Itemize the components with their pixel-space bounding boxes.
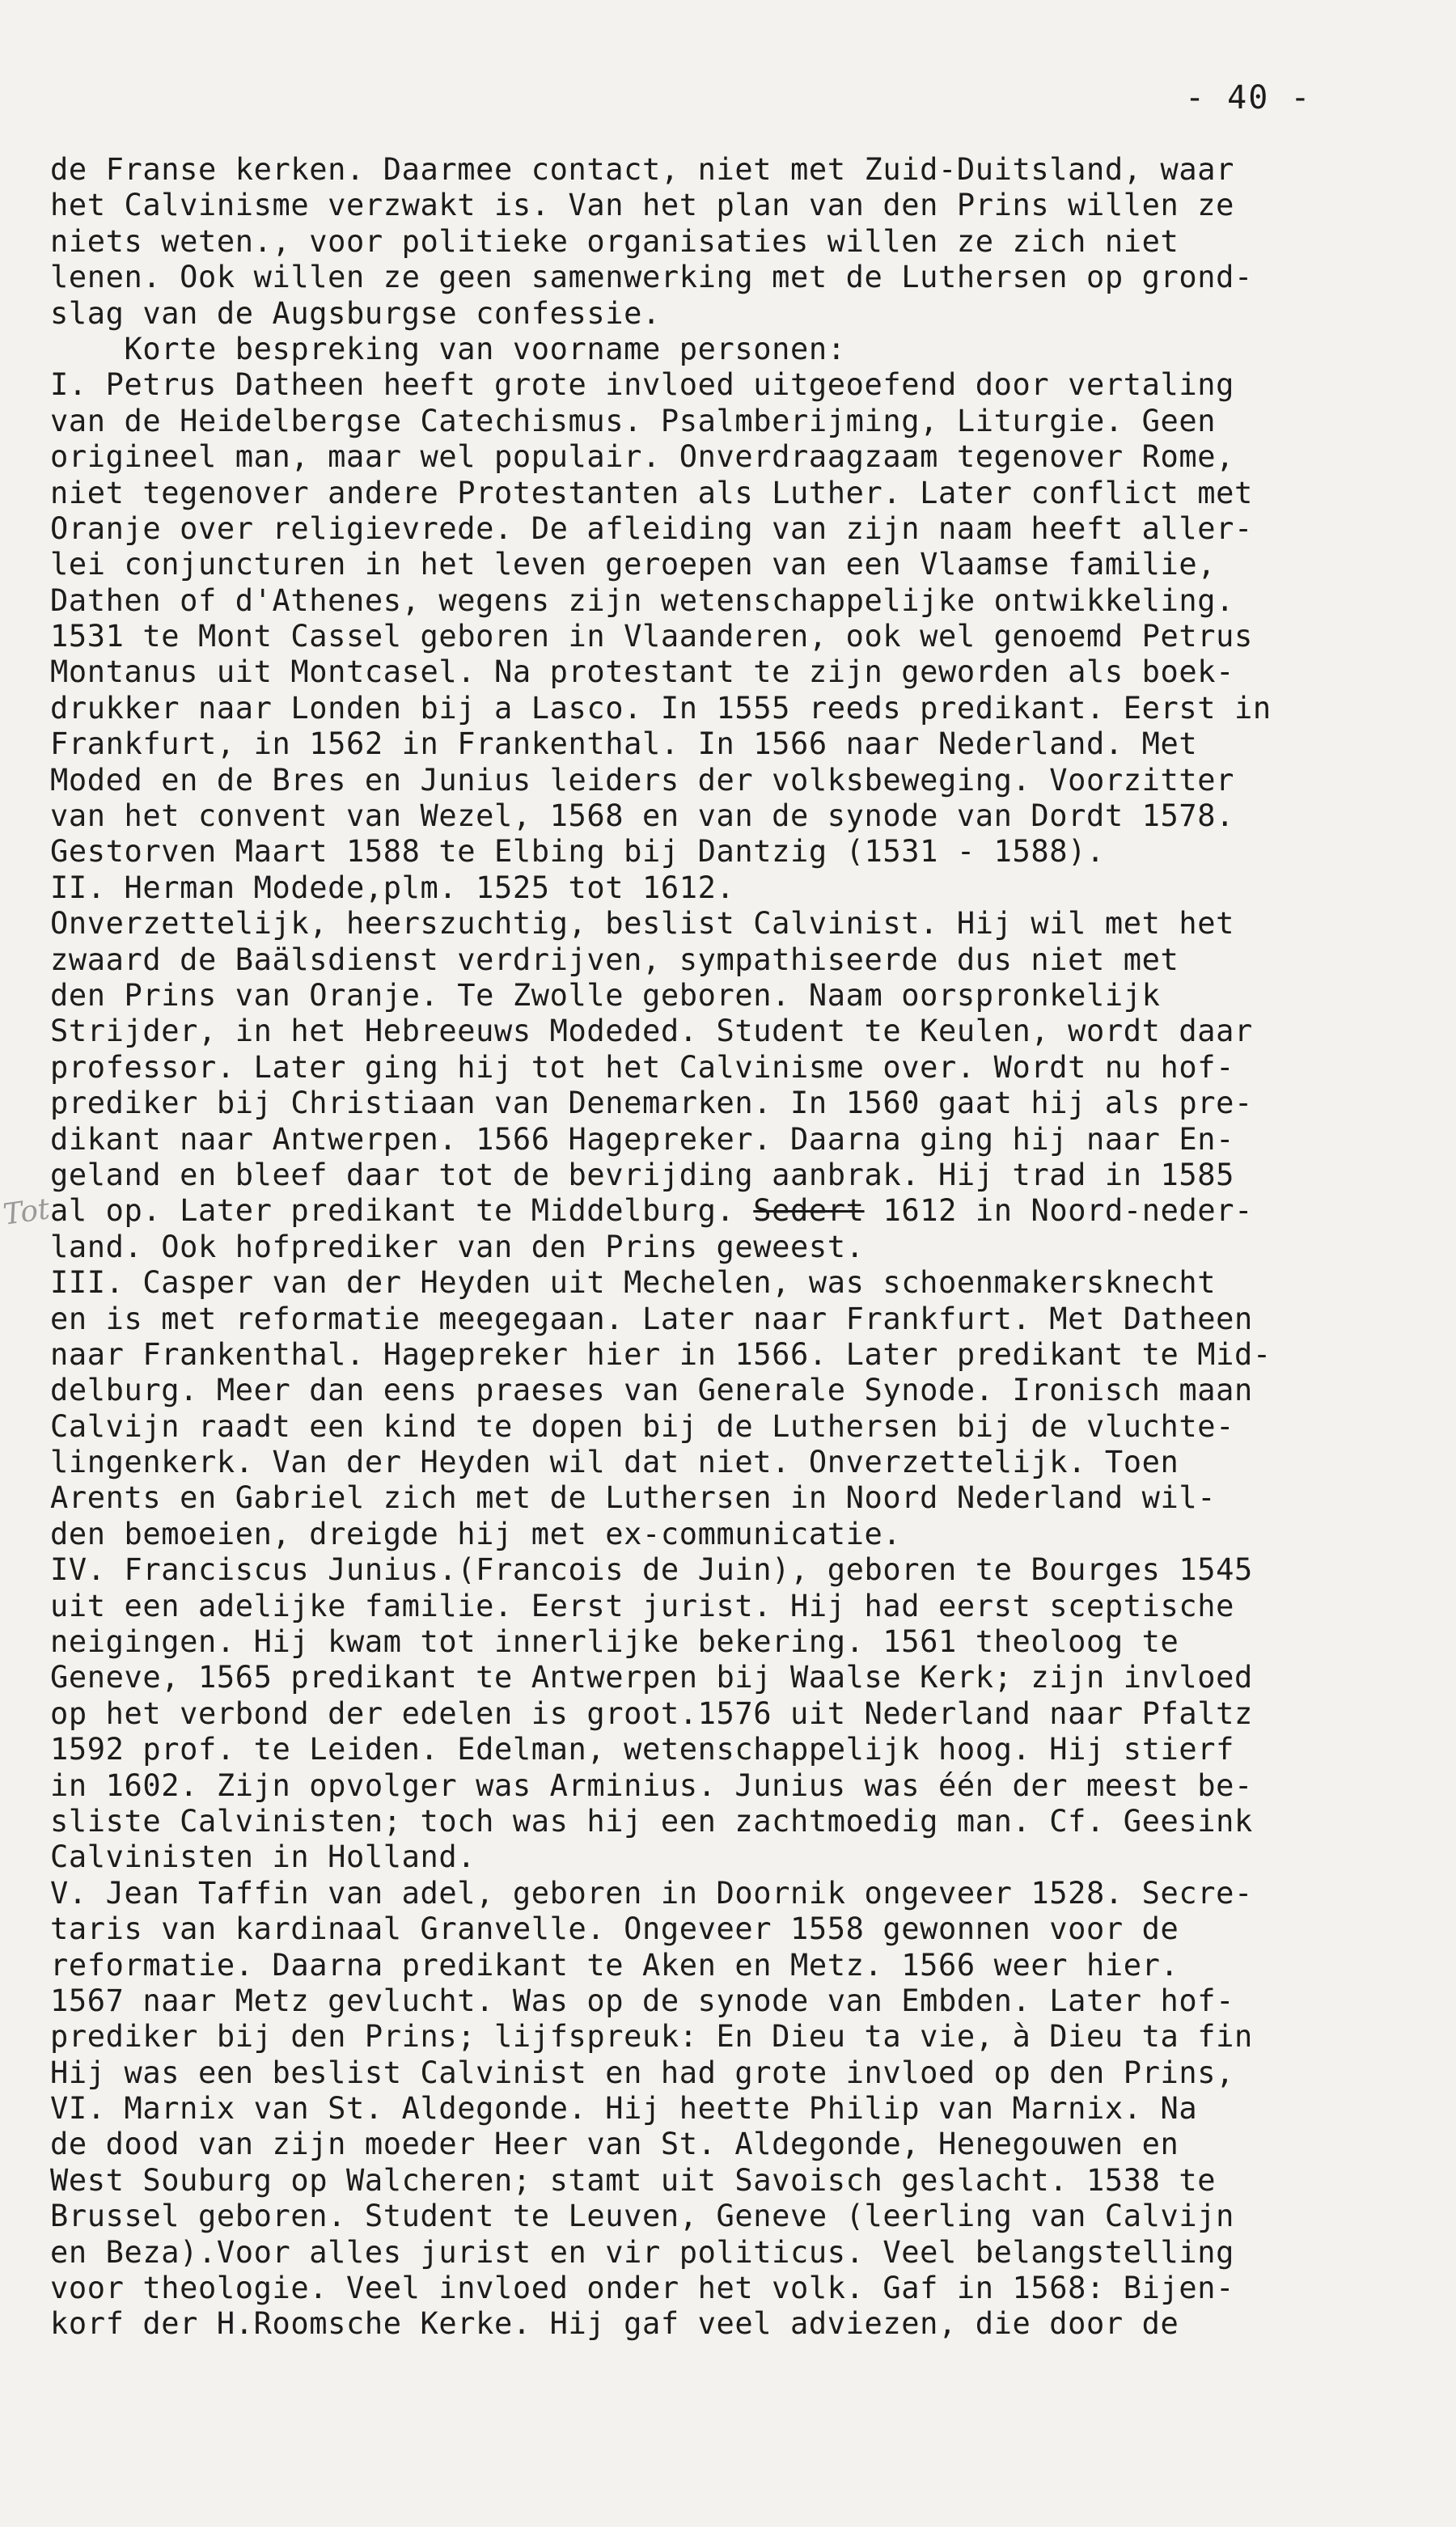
- text-line: Montanus uit Montcasel. Na protestant te zijn geworden als boek-: [50, 654, 1235, 690]
- text-line: en is met reformatie meegegaan. Later naar Frankfurt. Met Datheen: [50, 1301, 1253, 1336]
- text-line: Onverzettelijk, heerszuchtig, beslist Calvinist. Hij wil met het: [50, 906, 1235, 942]
- text-line: op het verbond der edelen is groot.1576 uit Nederland naar Pfaltz: [50, 1695, 1253, 1731]
- text-line: dikant naar Antwerpen. 1566 Hagepreker. Daarna ging hij naar En-: [50, 1121, 1235, 1157]
- text-line: sliste Calvinisten; toch was hij een zachtmoedig man. Cf. Geesink: [50, 1803, 1253, 1839]
- page-number: - 40 -: [1185, 79, 1312, 116]
- text-line: niets weten., voor politieke organisaties willen ze zich niet: [50, 223, 1179, 259]
- section-heading-marnix: VI. Marnix van St. Aldegonde. Hij heette Philip van Marnix. Na: [50, 2091, 1198, 2127]
- text-line: Gestorven Maart 1588 te Elbing bij Dantzig (1531 - 1588).: [50, 834, 1105, 870]
- text-line: prediker bij Christiaan van Denemarken. In 1560 gaat hij als pre-: [50, 1086, 1253, 1121]
- text-line: Hij was een beslist Calvinist en had grote invloed op den Prins,: [50, 2055, 1235, 2090]
- text-line: de dood van zijn moeder Heer van St. Aldegonde, Henegouwen en: [50, 2127, 1179, 2162]
- text-line: drukker naar Londen bij a Lasco. In 1555 reeds predikant. Eerst in: [50, 690, 1272, 726]
- text-line: lei conjuncturen in het leven geroepen van een Vlaamse familie,: [50, 547, 1217, 582]
- text-line: prediker bij den Prins; lijfspreuk: En Dieu ta vie, à Dieu ta fin: [50, 2019, 1253, 2055]
- text-line: Oranje over religievrede. De afleiding van zijn naam heeft aller-: [50, 510, 1253, 546]
- text-line: lingenkerk. Van der Heyden wil dat niet. Onverzettelijk. Toen: [50, 1445, 1179, 1480]
- text-line: slag van de Augsburgse confessie.: [50, 295, 661, 331]
- struck-out-word: Sedert: [753, 1193, 865, 1229]
- text-line: Arents en Gabriel zich met de Luthersen in Noord Nederland wil-: [50, 1480, 1217, 1516]
- text-line: voor theologie. Veel invloed onder het volk. Gaf in 1568: Bijen-: [50, 2271, 1235, 2306]
- text-line: Frankfurt, in 1562 in Frankenthal. In 1566 naar Nederland. Met: [50, 726, 1198, 762]
- text-line: 1592 prof. te Leiden. Edelman, wetenschappelijk hoog. Hij stierf: [50, 1732, 1235, 1767]
- text-line: van het convent van Wezel, 1568 en van de synode van Dordt 1578.: [50, 798, 1235, 834]
- text-line: Calvijn raadt een kind te dopen bij de Luthersen bij de vluchte-: [50, 1408, 1235, 1444]
- section-heading-modede: II. Herman Modede,plm. 1525 tot 1612.: [50, 870, 735, 905]
- text-line-with-correction: [50, 1193, 1425, 1229]
- text-line: land. Ook hofprediker van den Prins geweest.: [50, 1229, 865, 1264]
- section-heading-taffin: V. Jean Taffin van adel, geboren in Doornik ongeveer 1528. Secre-: [50, 1875, 1253, 1911]
- section-heading-van-der-heyden: III. Casper van der Heyden uit Mechelen, was schoenmakersknecht: [50, 1265, 1217, 1301]
- text-line: naar Frankenthal. Hagepreker hier in 1566. Later predikant te Mid-: [50, 1336, 1272, 1372]
- text-line: reformatie. Daarna predikant te Aken en Metz. 1566 weer hier.: [50, 1947, 1179, 1983]
- text-line: en Beza).Voor alles jurist en vir politicus. Veel belangstelling: [50, 2234, 1235, 2270]
- section-intro-line: Korte bespreking van voorname personen:: [50, 331, 846, 366]
- line-segment: al op. Later predikant te Middelburg.: [50, 1193, 754, 1229]
- text-line: zwaard de Baälsdienst verdrijven, sympathiseerde dus niet met: [50, 942, 1179, 977]
- line-segment: 1612 in Noord-neder-: [864, 1193, 1253, 1229]
- text-line: den bemoeien, dreigde hij met ex-communicatie.: [50, 1516, 902, 1551]
- text-line: origineel man, maar wel populair. Onverdraagzaam tegenover Rome,: [50, 439, 1235, 475]
- handwritten-margin-note: Tot: [1, 1192, 52, 1232]
- text-line: Geneve, 1565 predikant te Antwerpen bij Waalse Kerk; zijn invloed: [50, 1660, 1253, 1695]
- text-line: 1531 te Mont Cassel geboren in Vlaanderen, ook wel genoemd Petrus: [50, 619, 1253, 654]
- text-line: Strijder, in het Hebreeuws Modeded. Student te Keulen, wordt daar: [50, 1014, 1253, 1049]
- text-line: Calvinisten in Holland.: [50, 1839, 476, 1875]
- text-line: neigingen. Hij kwam tot innerlijke bekering. 1561 theoloog te: [50, 1624, 1179, 1660]
- text-line: delburg. Meer dan eens praeses van Generale Synode. Ironisch maan: [50, 1373, 1253, 1408]
- section-heading-junius: IV. Franciscus Junius.(Francois de Juin), geboren te Bourges 1545: [50, 1552, 1253, 1588]
- text-line: den Prins van Oranje. Te Zwolle geboren. Naam oorspronkelijk: [50, 977, 1161, 1013]
- text-line: niet tegenover andere Protestanten als Luther. Later conflict met: [50, 475, 1253, 510]
- text-line: 1567 naar Metz gevlucht. Was op de synode van Embden. Later hof-: [50, 1983, 1235, 2018]
- text-line: uit een adelijke familie. Eerst jurist. Hij had eerst sceptische: [50, 1588, 1235, 1623]
- text-line: geland en bleef daar tot de bevrijding aanbrak. Hij trad in 1585: [50, 1157, 1235, 1192]
- section-heading-datheen: I. Petrus Datheen heeft grote invloed uitgeoefend door vertaling: [50, 367, 1235, 403]
- text-line: professor. Later ging hij tot het Calvinisme over. Wordt nu hof-: [50, 1049, 1235, 1085]
- text-line: Moded en de Bres en Junius leiders der volksbeweging. Voorzitter: [50, 762, 1235, 798]
- text-line: van de Heidelbergse Catechismus. Psalmberijming, Liturgie. Geen: [50, 403, 1217, 438]
- body-text: [50, 152, 1425, 2343]
- text-line: in 1602. Zijn opvolger was Arminius. Junius was één der meest be-: [50, 1767, 1253, 1803]
- text-line: taris van kardinaal Granvelle. Ongeveer 1558 gewonnen voor de: [50, 1911, 1179, 1947]
- text-line: korf der H.Roomsche Kerke. Hij gaf veel adviezen, die door de: [50, 2306, 1179, 2342]
- text-line: de Franse kerken. Daarmee contact, niet met Zuid-Duitsland, waar: [50, 152, 1235, 187]
- text-line: lenen. Ook willen ze geen samenwerking met de Luthersen op grond-: [50, 260, 1253, 295]
- text-line: Dathen of d'Athenes, wegens zijn wetenschappelijke ontwikkeling.: [50, 582, 1235, 618]
- text-line: West Souburg op Walcheren; stamt uit Savoisch geslacht. 1538 te: [50, 2162, 1217, 2198]
- text-line: Brussel geboren. Student te Leuven, Geneve (leerling van Calvijn: [50, 2199, 1235, 2234]
- text-line: het Calvinisme verzwakt is. Van het plan van den Prins willen ze: [50, 188, 1235, 223]
